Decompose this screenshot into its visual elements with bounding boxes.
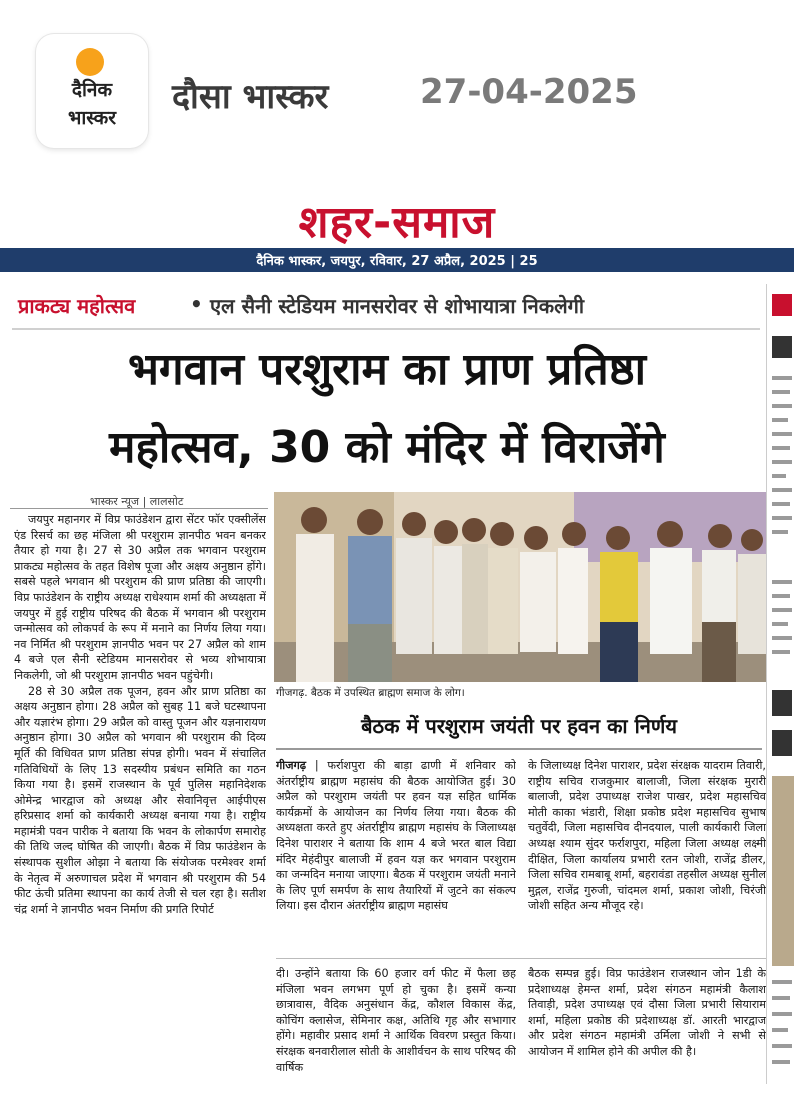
- dateline-place: गीजगढ़: [276, 759, 307, 772]
- article2-headline: बैठक में परशुराम जयंती पर हवन का निर्णय: [361, 714, 677, 738]
- divider: [276, 748, 762, 750]
- adjacent-article-clipped: [768, 280, 794, 1093]
- story-body: [14, 512, 266, 1090]
- story-continuation-2: बैठक सम्पन्न हुई। विप्र फाउंडेशन राजस्थान जोन 1डी के प्रदेशाध्यक्ष हेमन्त शर्मा, प्रदेश संगठन महामंत्री कैलाश तिवाड़ी, प्रदेश उपाध्यक्ष एवं दौसा जिला प्रभारी सियाराम शर्मा, महिला प्रकोष्ठ की प्रदेशाध्यक्ष डॉ. आरती भारद्वाज और प्रदेश संगठन महामंत्री उर्मिला जोशी ने सभी से आयोजन में शामिल होने की अपील की है।: [528, 967, 766, 1058]
- byline: भास्कर न्यूज | लालसोट: [90, 495, 184, 508]
- adjacent-article-texture: [768, 280, 794, 1093]
- photo-caption: गीजगढ़. बैठक में उपस्थित ब्राह्मण समाज के लोग।: [276, 687, 465, 699]
- story-continuation-1: दी। उन्होंने बताया कि 60 हजार वर्ग फीट में फैला छह मंजिला भवन लगभग पूर्ण हो चुका है। इसमें कन्या छात्रावास, वैदिक अनुसंधान केंद्र, कौशल विकास केंद्र, कोचिंग क्लासेज, सेमिनार कक्ष, अतिथि गृह और सभागार होंगे। महावीर प्रसाद शर्मा ने आर्थिक विवरण प्रस्तुत किया। संरक्षक बनवारीलाल सोती के आशीर्वचन के साथ परिषद की वार्षिक: [276, 967, 516, 1074]
- divider: [10, 508, 268, 509]
- story-paragraph: 28 से 30 अप्रैल तक पूजन, हवन और प्राण प्रतिष्ठा का अक्षय अनुष्ठान होगा। 28 अप्रैल को सुबह 11 बजे घटस्थापना और यज्ञारंभ होगा। 29 अप्रैल को वास्तु पूजन और यज्ञनारायण अनुष्ठान होगा। 30 अप्रैल को भगवान श्री परशुराम की दिव्य मूर्ति की विधिवत प्राण प्रतिष्ठा संपन्न होगी। भवन में संचालित गतिविधियों के लिए 13 सदस्यीय प्रबंधन समिति का गठन किया गया है। इसमें राजस्थान के पूर्व पुलिस महानिदेशक ओमेन्द्र भारद्वाज को अध्यक्ष और सेवानिवृत्त आईपीएस हरिप्रसाद शर्मा को कार्यकारी अध्यक्ष बनाया गया है। राष्ट्रीय महामंत्री पवन पारीक ने बताया कि भवन के लोकार्पण समारोह की तिथि जल्द घोषित की जाएगी। बैठक में विप्र फाउंडेशन के संस्थापक सुशील ओझा ने बताया कि संयोजक परमेश्वर शर्मा के नेतृत्व में अरुणाचल प्रदेश में भगवान श्री परशुराम की 54 फीट ऊंची प्रतिमा स्थापना का कार्य तेजी से चल रहा है। सतीश चंद्र शर्मा ने ज्ञानपीठ भवन निर्माण की प्रगति रिपोर्ट: [14, 684, 266, 916]
- edition-date: 27-04-2025: [420, 72, 638, 112]
- divider: [12, 328, 760, 330]
- group-photo: [274, 492, 766, 682]
- logo-text-line1: दैनिक: [71, 79, 113, 101]
- group-photo-illustration: [274, 492, 766, 682]
- kicker-text: एल सैनी स्टेडियम मानसरोवर से शोभायात्रा निकलेगी: [210, 294, 585, 318]
- section-title: शहर-समाज: [298, 197, 496, 248]
- kicker-separator: •: [190, 292, 203, 316]
- dateline-text: दैनिक भास्कर, जयपुर, रविवार, 27 अप्रैल, 2025 | 25: [256, 254, 538, 269]
- divider: [276, 958, 766, 959]
- kicker-tag: प्राकट्य महोत्सव: [18, 294, 136, 318]
- divider: [766, 284, 767, 1084]
- article2-column-1: [276, 758, 516, 954]
- headline-line2: महोत्सव, 30 को मंदिर में विराजेंगे: [109, 422, 665, 473]
- article2-column-2: के जिलाध्यक्ष दिनेश पाराशर, प्रदेश संरक्षक यादराम तिवारी, राष्ट्रीय सचिव राजकुमार बालाजी, जिला संरक्षक मुरारी बालाजी, प्रदेश उपाध्यक्ष राजेश पाखर, प्रदेश महासचिव मोती काका भंडारी, शिक्षा प्रकोष्ठ प्रदेश महासचिव सुभाष चतुर्वेदी, जिला महासचिव दीनदयाल, पाली कार्यकारी जिला अध्यक्ष श्याम सुंदर फर्राशपुरा, महिला जिला अध्यक्ष लक्ष्मी दीक्षित, जिला कार्यालय प्रभारी रतन जोशी, राजेंद्र डीलर, जिला सचिव रामबाबू शर्मा, बहरावंडा तहसील अध्यक्ष सुनील मुद्गल, राजेंद्र गुरुजी, चांदमल शर्मा, प्रकाश जोशी, चिरंजी जोशी सहित अन्य मौजूद रहे।: [528, 759, 766, 913]
- edition-title: दौसा भास्कर: [172, 77, 329, 117]
- story-paragraph: जयपुर महानगर में विप्र फाउंडेशन द्वारा सेंटर फॉर एक्सीलेंस एंड रिसर्च का छह मंजिला श्री परशुराम ज्ञानपीठ भवन बनकर तैयार हो गया है। 27 से 30 अप्रैल तक भगवान परशुराम प्राकट्य महोत्सव के तहत विशेष पूजा और अक्षय अनुष्ठान होंगे। सबसे पहले भगवान श्री परशुराम की प्राण प्रतिष्ठा की जाएगी। विप्र फाउंडेशन के राष्ट्रीय अध्यक्ष राधेश्याम शर्मा की अध्यक्षता में जयपुर में हुई राष्ट्रीय परिषद की बैठक में भगवान श्री परशुराम जन्मोत्सव को लोकपर्व के रूप में मनाने का निर्णय लिया गया। नव निर्मित श्री परशुराम ज्ञानपीठ भवन पर 27 अप्रैल को शाम 4 बजे एल सैनी स्टेडियम मानसरोवर से भव्य शोभायात्रा निकलेगी, जो श्री परशुराम ज्ञानपीठ भवन पहुंचेगी।: [14, 513, 266, 682]
- logo-text-line2: भास्कर: [67, 107, 117, 129]
- sun-icon: [76, 48, 104, 76]
- article2-text: | फर्राशपुरा की बाड़ा ढाणी में शनिवार को अंतर्राष्ट्रीय ब्राह्मण महासंघ की बैठक आयोजित हुई। 30 अप्रैल को परशुराम जयंती पर हवन यज्ञ सहित धार्मिक कार्यक्रमों के आयोजन का निर्णय लिया गया। बैठक की अध्यक्षता करते हुए अंतर्राष्ट्रीय ब्राह्मण महासंघ के जिलाध्यक्ष दिनेश पाराशर ने बताया कि शाम 4 बजे भरत बाल विद्या मंदिर मेहंदीपुर बालाजी में हवन यज्ञ कर भगवान परशुराम का जन्मदिन मनाया जाएगा। बैठक में परशुराम जयंती मनाने के लिए पूर्ण समर्पण के साथ तैयारियों में जुटने का संकल्प लिया। इस दौरान अंतर्राष्ट्रीय ब्राह्मण महासंघ: [276, 759, 516, 913]
- headline-line1: भगवान परशुराम का प्राण प्रतिष्ठा: [127, 344, 647, 395]
